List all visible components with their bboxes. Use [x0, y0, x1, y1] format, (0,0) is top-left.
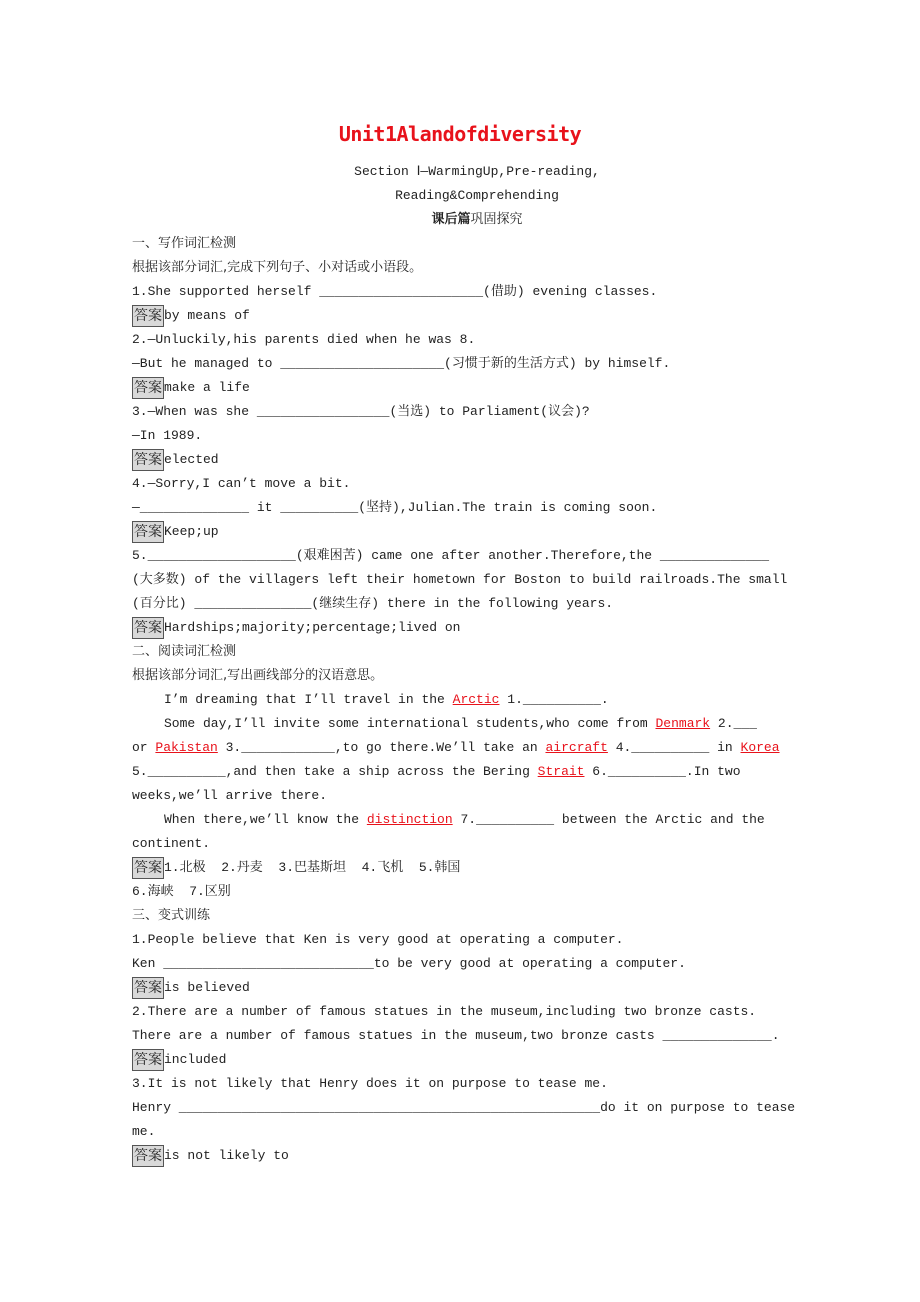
text-line [132, 1072, 822, 1096]
text-line [132, 400, 822, 424]
text-segment: 6.海峡 7.区别 [132, 884, 231, 899]
text-segment: by means of [164, 308, 250, 323]
text-segment: Hardships;majority;percentage;lived on [164, 620, 461, 635]
text-line [132, 832, 822, 856]
text-segment: 巩固探究 [470, 212, 523, 227]
vocab-term: Arctic [452, 692, 500, 707]
text-segment: When there,we’ll know the [164, 812, 367, 827]
text-line [132, 976, 822, 1000]
answer-badge: 答案 [132, 617, 164, 639]
text-segment: 5.___________________(艰难困苦) came one after another.Therefore,the ______________ [132, 548, 770, 563]
document-body [132, 160, 822, 1168]
text-segment: 一、写作词汇检测 [132, 236, 237, 251]
text-segment: 3.It is not likely that Henry does it on purpose to tease me. [132, 1076, 608, 1091]
answer-badge: 答案 [132, 1049, 164, 1071]
text-segment: is believed [164, 980, 250, 995]
text-line [132, 160, 822, 184]
text-segment: —______________ it __________(坚持),Julian.The train is coming soon. [132, 500, 658, 515]
answer-badge: 答案 [132, 1145, 164, 1167]
text-line [132, 472, 822, 496]
text-segment: 2.—Unluckily,his parents died when he was 8. [132, 332, 476, 347]
text-line [132, 1144, 822, 1168]
text-line [132, 712, 822, 736]
text-segment: 3.—When was she _________________(当选) to Parliament(议会)? [132, 404, 590, 419]
text-line [132, 496, 822, 520]
vocab-term: Pakistan [155, 740, 218, 755]
text-segment: 1.People believe that Ken is very good at operating a computer. [132, 932, 624, 947]
text-line [132, 1000, 822, 1024]
text-segment: I’m dreaming that I’ll travel in the [164, 692, 453, 707]
text-line [132, 304, 822, 328]
text-segment: Some day,I’ll invite some international students,who come from [164, 716, 656, 731]
text-segment: 2.___ [710, 716, 757, 731]
text-line [132, 232, 822, 256]
answer-badge: 答案 [132, 977, 164, 999]
text-line [132, 448, 822, 472]
text-segment: 3.____________,to go there.We’ll take an [217, 740, 546, 755]
text-line [132, 856, 822, 880]
text-segment: 三、变式训练 [132, 908, 211, 923]
text-line [132, 376, 822, 400]
text-segment: 根据该部分词汇,写出画线部分的汉语意思。 [132, 668, 384, 683]
text-segment: 二、阅读词汇检测 [132, 644, 237, 659]
text-segment: 6.__________.In two [584, 764, 741, 779]
text-segment: 1.__________. [499, 692, 609, 707]
text-line [132, 664, 822, 688]
text-segment: 5.__________,and then take a ship across the Bering [132, 764, 538, 779]
text-line [132, 424, 822, 448]
text-line [132, 808, 822, 832]
answer-badge: 答案 [132, 857, 164, 879]
text-line [132, 616, 822, 640]
text-line [132, 784, 822, 808]
text-line [132, 904, 822, 928]
text-line [132, 256, 822, 280]
text-line [132, 952, 822, 976]
text-segment: continent. [132, 836, 211, 851]
text-segment: There are a number of famous statues in the museum,two bronze casts ______________. [132, 1028, 780, 1043]
text-segment: 4.—Sorry,I can’t move a bit. [132, 476, 351, 491]
text-line [132, 760, 822, 784]
vocab-term: Denmark [655, 716, 711, 731]
text-line [132, 184, 822, 208]
text-segment: or [132, 740, 156, 755]
text-line [132, 520, 822, 544]
text-line [132, 592, 822, 616]
text-segment: Ken ___________________________to be very good at operating a computer. [132, 956, 686, 971]
text-line [132, 352, 822, 376]
text-segment: Section Ⅰ—WarmingUp,Pre-reading, [354, 164, 600, 179]
text-line [132, 280, 822, 304]
vocab-term: Korea [740, 740, 780, 755]
text-line [132, 568, 822, 592]
text-segment: Reading&Comprehending [395, 188, 559, 203]
text-line [132, 208, 822, 232]
answer-badge: 答案 [132, 377, 164, 399]
bold-heading: 课后篇 [431, 212, 471, 227]
text-segment: —But he managed to _____________________(习惯于新的生活方式) by himself. [132, 356, 671, 371]
answer-badge: 答案 [132, 449, 164, 471]
text-segment: Keep;up [164, 524, 219, 539]
text-line [132, 1096, 822, 1120]
document-title: Unit1Alandofdiversity [338, 122, 582, 146]
text-line [132, 1024, 822, 1048]
text-line [132, 328, 822, 352]
text-segment: me. [132, 1124, 156, 1139]
vocab-term: Strait [537, 764, 585, 779]
vocab-term: aircraft [545, 740, 608, 755]
text-line [132, 1120, 822, 1144]
answer-badge: 答案 [132, 305, 164, 327]
text-segment: elected [164, 452, 219, 467]
text-line [132, 544, 822, 568]
answer-badge: 答案 [132, 521, 164, 543]
text-segment: is not likely to [164, 1148, 289, 1163]
text-segment: 4.__________ in [607, 740, 741, 755]
text-segment: Henry ______________________________________________________do it on purpose to tease [132, 1100, 796, 1115]
text-segment: 7.__________ between the Arctic and the [452, 812, 765, 827]
text-segment: weeks,we’ll arrive there. [132, 788, 328, 803]
text-segment: (大多数) of the villagers left their hometown for Boston to build railroads.The small [132, 572, 788, 587]
text-segment: 1.She supported herself _____________________(借助) evening classes. [132, 284, 658, 299]
text-segment: make a life [164, 380, 250, 395]
text-line [132, 640, 822, 664]
text-line [132, 736, 822, 760]
text-line [132, 688, 822, 712]
vocab-term: distinction [366, 812, 453, 827]
text-line [132, 1048, 822, 1072]
text-line [132, 928, 822, 952]
text-segment: 2.There are a number of famous statues in the museum,including two bronze casts. [132, 1004, 757, 1019]
text-segment: —In 1989. [132, 428, 203, 443]
text-segment: 1.北极 2.丹麦 3.巴基斯坦 4.飞机 5.韩国 [164, 860, 461, 875]
text-line [132, 880, 822, 904]
text-segment: 根据该部分词汇,完成下列句子、小对话或小语段。 [132, 260, 423, 275]
text-segment: included [164, 1052, 227, 1067]
text-segment: (百分比) _______________(继续生存) there in the following years. [132, 596, 614, 611]
